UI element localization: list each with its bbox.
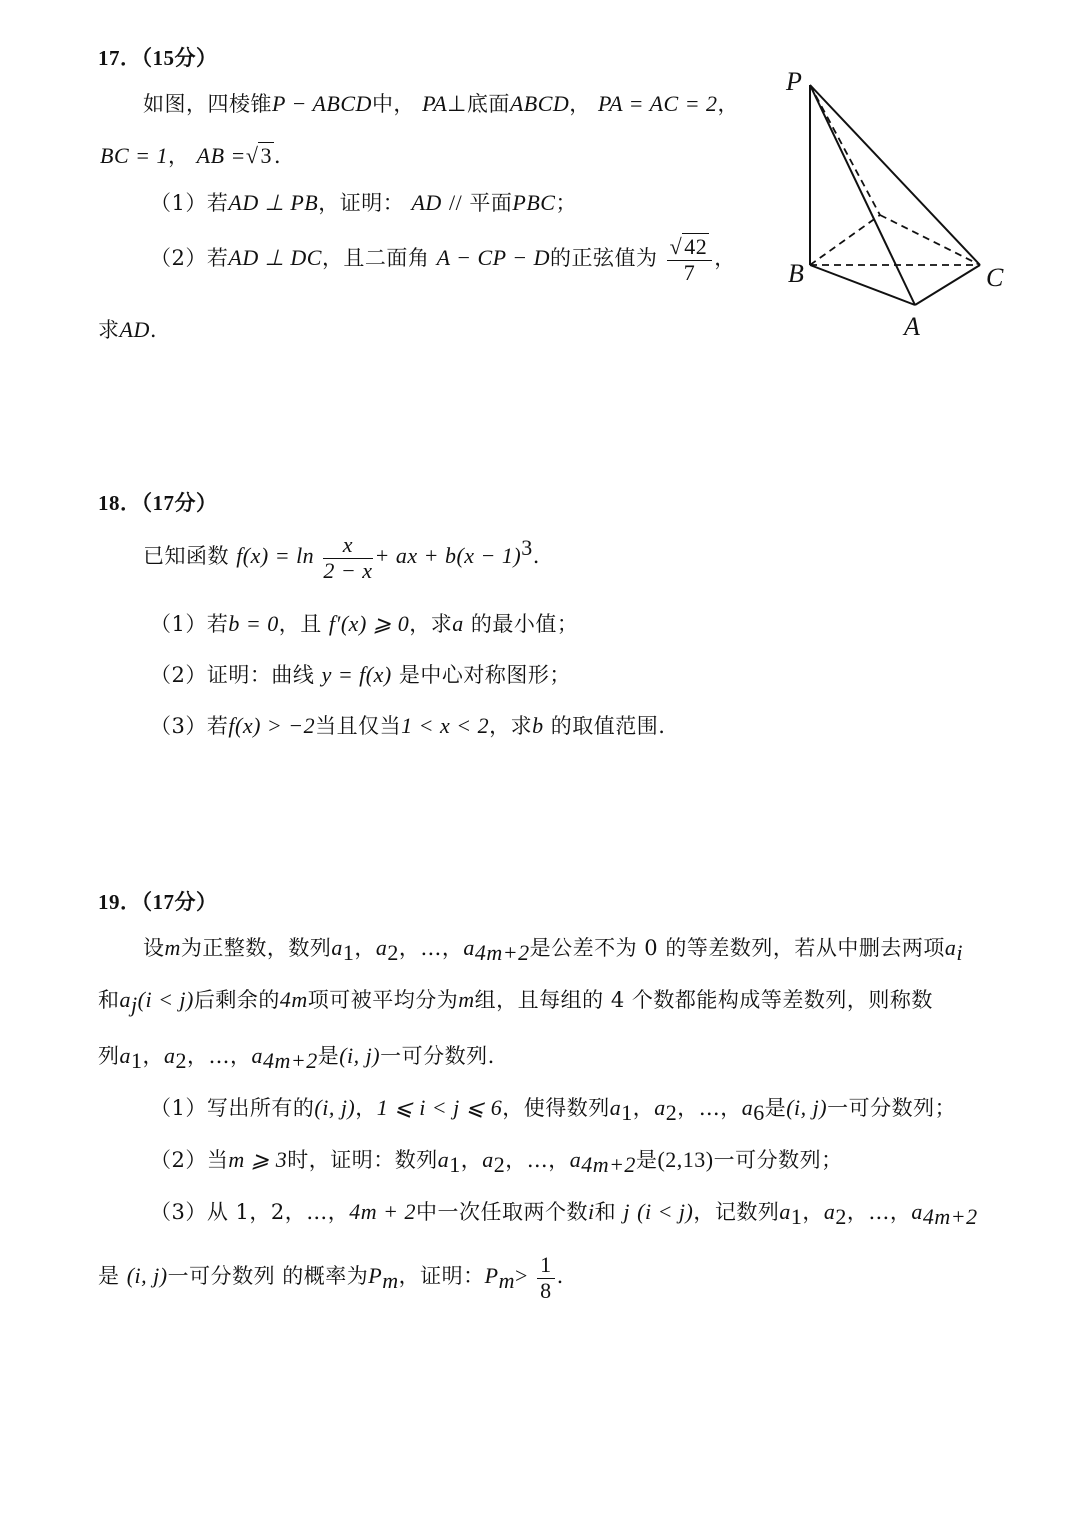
q18-part3: （3）若f(x) > −2当且仅当1 < x < 2，求b 的取值范围. (150, 713, 666, 738)
q17-line1: 如图，四棱锥P − ABCD中， PA⊥底面ABCD， PA = AC = 2， (143, 91, 740, 116)
q18-header: 18．（17分） (98, 491, 218, 515)
ln-argument-fraction: $\frac{x}{2 - x}$ (323, 532, 373, 583)
q17-part2: （2）若AD ⊥ DC，且二面角 A − CP − D的正弦值为 $\frac{√42}{7}$ ， (150, 234, 736, 285)
edge-PD-hidden (810, 85, 880, 215)
q18-line1: 已知函数 f(x) = ln $\frac{x}{2 - x}$ + ax + $b(x - 1)^3$. (143, 532, 540, 583)
vertex-label-P: P (786, 67, 802, 96)
q19-header: 19．（17分） (98, 890, 218, 914)
edge-DC-hidden (880, 215, 980, 265)
q19-part2: （2）当m ⩾ 3时，证明：数列$a_1$，$a_2$，…，$a_{4m+2}$是(2,13)一可分数列； (150, 1147, 843, 1178)
q19-part3: （3）从 1，2，…，4m + 2中一次任取两个数i和 j (i < j)，记数列$a_1$，$a_2$，…，$a_{4m+2}$ (150, 1199, 978, 1230)
q19-part3-end: 是 (i, j)一可分数列 的概率为$P_m$，证明：$P_m>$ $\frac{1}{8}$ . (98, 1252, 564, 1303)
sine-value-fraction: $\frac{√42}{7}$ (667, 234, 713, 285)
q17-header: 17．（15分） (98, 46, 218, 70)
pyramid-figure (770, 60, 1040, 350)
vertex-label-A: A (904, 312, 920, 341)
edge-AC (915, 265, 980, 305)
edge-PC (810, 85, 980, 265)
q17-part2-end: 求AD. (98, 317, 158, 342)
q18-part2: （2）证明：曲线 y = f(x) 是中心对称图形； (150, 662, 571, 687)
q18-part1: （1）若b = 0，且 f′(x) ⩾ 0，求a 的最小值； (150, 611, 579, 636)
q19-line3: 列$a_1$，$a_2$，…，$a_{4m+2}$是(i, j)一可分数列. (98, 1043, 495, 1074)
q19-line2: 和$a_j(i < j)$后剩余的4m项可被平均分为m组，且每组的 4 个数都能构成等差数列，则称数 (98, 987, 933, 1018)
vertex-label-B: B (788, 259, 804, 288)
q17-part1: （1）若AD ⊥ PB，证明： AD // 平面PBC； (150, 190, 577, 215)
edge-BD-hidden (810, 215, 880, 265)
q19-line1: 设m为正整数，数列$a_1$，$a_2$，…，$a_{4m+2}$是公差不为 0 的等差数列，若从中删去两项$a_i$ (143, 935, 963, 966)
probability-fraction: $\frac{1}{8}$ (537, 1252, 555, 1303)
vertex-label-C: C (986, 263, 1004, 292)
q19-part1: （1）写出所有的(i, j)，1 ⩽ i < j ⩽ 6，使得数列$a_1$，$a_2$，…，$a_6$是(i, j)一可分数列； (150, 1095, 957, 1126)
q17-line2: BC = 1， AB =√3． (100, 143, 296, 168)
